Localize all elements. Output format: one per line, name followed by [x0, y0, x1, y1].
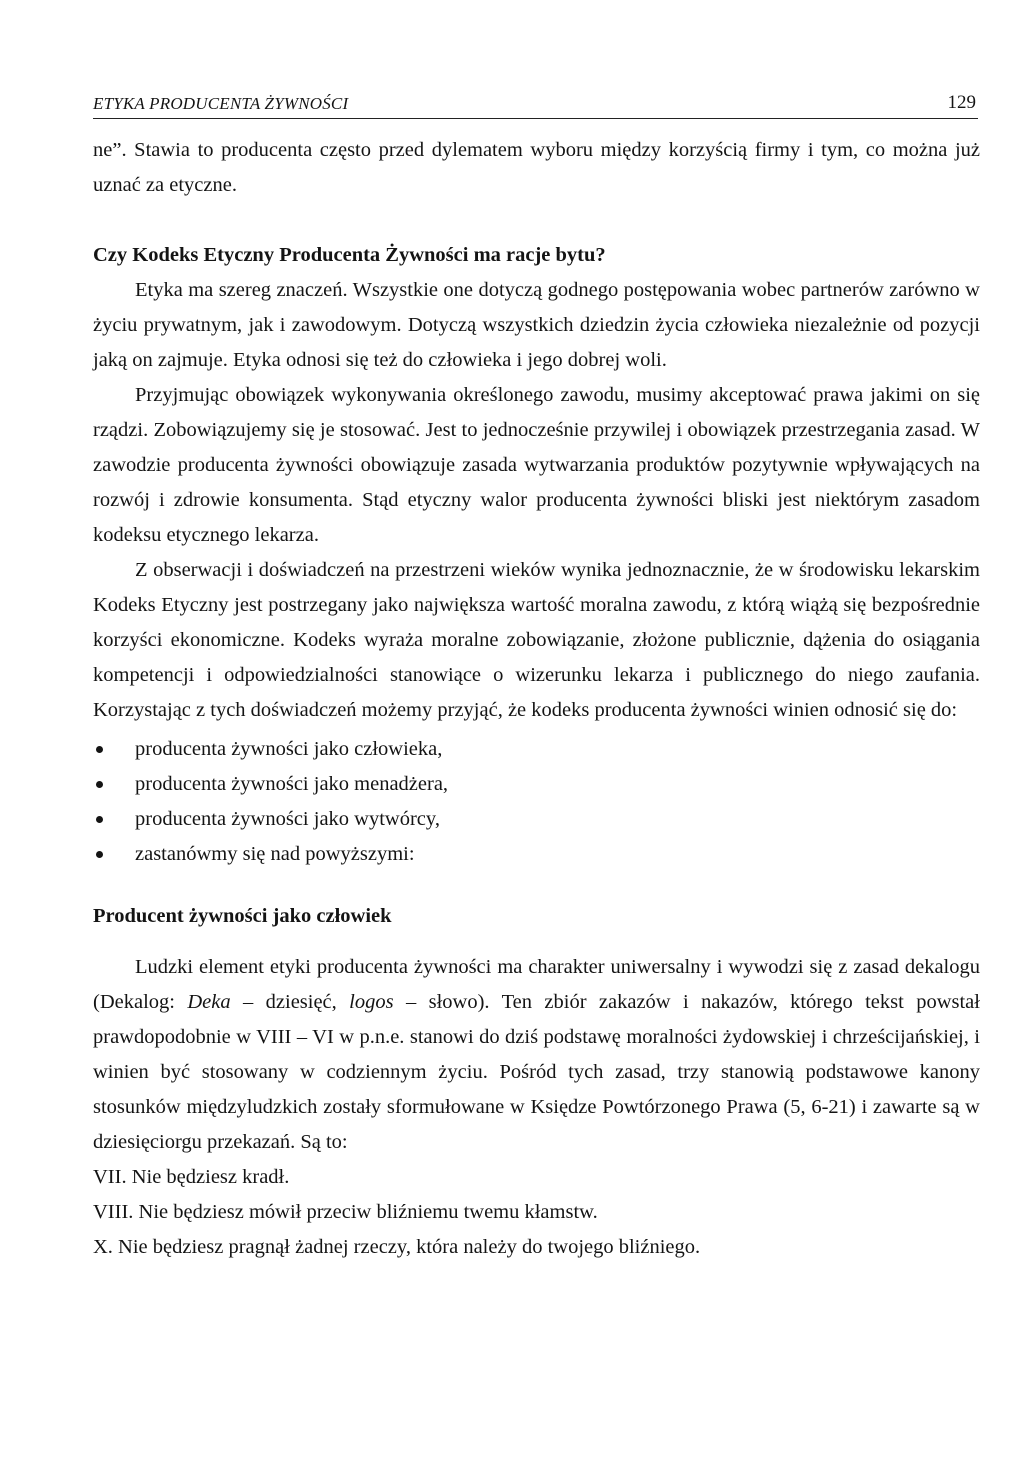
commandments-list	[93, 1160, 980, 1265]
bullet-icon	[96, 781, 103, 788]
paragraph-dekalog	[93, 950, 980, 1160]
term-deka: Deka	[187, 991, 231, 1013]
bullet-icon	[96, 746, 103, 753]
running-header	[93, 92, 978, 119]
section-heading-producent: Producent żywności jako człowiek	[93, 905, 392, 927]
commandment-item: VII. Nie będziesz kradł.	[93, 1166, 290, 1188]
list-item-text: producenta żywności jako menadżera,	[135, 773, 449, 795]
commandment-item: VIII. Nie będziesz mówił przeciw bliźniemu twemu kłamstw.	[93, 1201, 598, 1223]
paragraph-etyka: Etyka ma szereg znaczeń. Wszystkie one dotyczą godnego postępowania wobec partnerów zarówno w życiu prywatnym, jak i zawodowym. Dotyczą wszystkich dziedzin życia człowieka niezależnie od pozycji jaką on zajmuje. Etyka odnosi się też do człowieka i jego dobrej woli.	[93, 279, 980, 371]
list-item	[93, 802, 980, 837]
running-title: ETYKA PRODUCENTA ŻYWNOŚCI	[93, 94, 349, 113]
list-item-text: producenta żywności jako człowieka,	[135, 738, 443, 760]
paragraph-obserwacje: Z obserwacji i doświadczeń na przestrzeni wieków wynika jednoznacznie, że w środowisku lekarskim Kodeks Etyczny jest postrzegany jako największa wartość moralna zawodu, z którą wiążą się bezpośrednie korzyści ekonomiczne. Kodeks wyraża moralne zobowiązanie, złożone publicznie, dążenia do osiągania kompetencji i odpowiedzialności stanowiące o wizerunku lekarza i publicznego do niego zaufania. Korzystając z tych doświadczeń możemy przyjąć, że kodeks producenta żywności winien odnosić się do:	[93, 559, 980, 721]
term-logos: logos	[349, 991, 394, 1013]
dekalog-text-a: Ludzki element etyki producenta żywności ma charakter uniwersalny i wywodzi się z zasad dekalogu (Dekalog:	[93, 956, 980, 1013]
section-heading-kodeks: Czy Kodeks Etyczny Producenta Żywności ma racje bytu?	[93, 244, 606, 266]
bullet-icon	[96, 816, 103, 823]
bullet-icon	[96, 851, 103, 858]
dekalog-text-c: – słowo). Ten zbiór zakazów i nakazów, którego tekst powstał prawdopodobnie w VIII – VI w p.n.e. stanowi do dziś podstawę moralności żydowskiej i chrześcijańskiej, i winien być stosowany w codziennym życiu. Pośród tych zasad, trzy stanowią podstawowe kanony stosunków międzyludzkich zostały sformułowane w Księdze Powtórzonego Prawa (5, 6-21) i zawarte są w dziesięciorgu przekazań. Są to:	[93, 991, 980, 1153]
list-item	[93, 732, 980, 767]
paragraph-obowiazek: Przyjmując obowiązek wykonywania określonego zawodu, musimy akceptować prawa jakimi on się rządzi. Zobowiązujemy się je stosować. Jest to jednocześnie przywilej i obowiązek przestrzegania zasad. W zawodzie producenta żywności obowiązuje zasada wytwarzania produktów pozytywnie wpływających na rozwój i zdrowie konsumenta. Stąd etyczny walor producenta żywności bliski jest niektórym zasadom kodeksu etycznego lekarza.	[93, 384, 980, 546]
list-item	[93, 767, 980, 802]
body-text	[93, 133, 980, 1265]
commandment-item: X. Nie będziesz pragnął żadnej rzeczy, która należy do twojego bliźniego.	[93, 1236, 701, 1258]
paragraph-continuation: ne”. Stawia to producenta często przed dylematem wyboru między korzyścią firmy i tym, co można już uznać za etyczne.	[93, 139, 980, 196]
bullet-list	[93, 732, 980, 872]
dekalog-text-b: – dziesięć,	[230, 991, 350, 1013]
list-item-text: producenta żywności jako wytwórcy,	[135, 808, 440, 830]
list-item	[93, 837, 980, 872]
page-number: 129	[947, 92, 976, 113]
list-item-text: zastanówmy się nad powyższymi:	[135, 843, 415, 865]
